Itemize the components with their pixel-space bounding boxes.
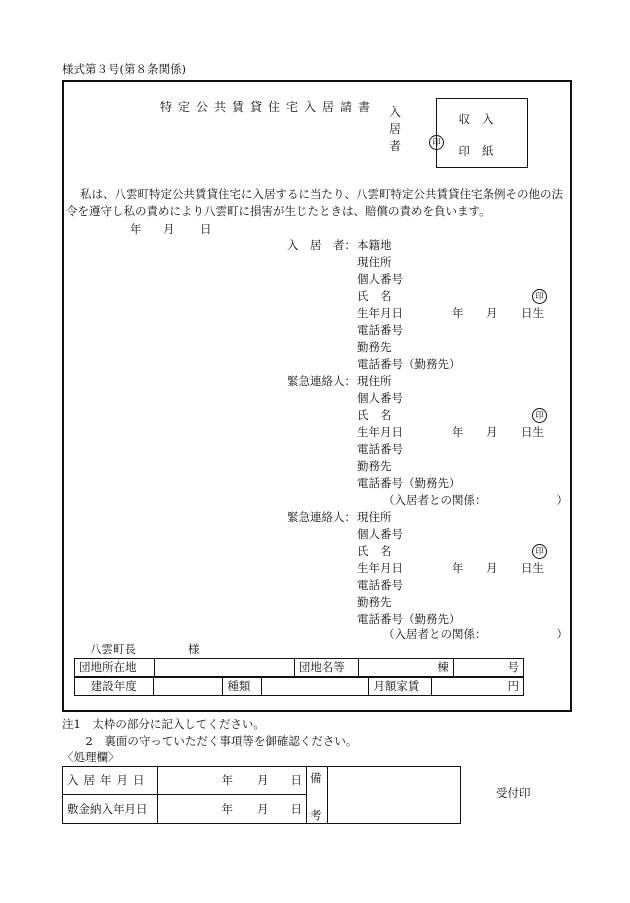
building-unit: 棟	[437, 660, 449, 674]
seal-mark-icon: 印	[532, 289, 547, 304]
building-input[interactable]	[359, 659, 454, 677]
addressee-mayor: 八雲町長	[90, 642, 136, 656]
date-day: 日	[200, 222, 212, 236]
move-in-date-input[interactable]	[158, 767, 307, 795]
dob-day: 日生	[521, 306, 544, 320]
notes	[62, 716, 357, 750]
date-year: 年	[130, 222, 142, 236]
emergency2-relation[interactable]	[383, 627, 568, 641]
emergency2-label: 緊急連絡人：	[287, 510, 356, 524]
revenue-stamp-box[interactable]	[436, 98, 528, 168]
dob-day: 日生	[521, 561, 544, 575]
deposit-date-input[interactable]	[158, 794, 307, 823]
location-input[interactable]	[155, 659, 294, 677]
applicant-char: 者	[388, 139, 401, 153]
processing-row	[63, 767, 461, 795]
dob-year: 年	[452, 561, 464, 575]
emergency1-phone[interactable]: 電話番号	[357, 442, 403, 456]
resident-domicile[interactable]: 本籍地	[357, 238, 392, 252]
yen-unit: 円	[507, 679, 519, 693]
emergency1-workplace[interactable]: 勤務先	[357, 459, 392, 473]
resident-id-number[interactable]: 個人番号	[357, 272, 403, 286]
emergency2-address[interactable]: 現住所	[357, 510, 392, 524]
construction-year-label: 建設年度	[75, 678, 154, 696]
resident-birthdate[interactable]: 生年月日	[357, 306, 403, 320]
emergency2-name[interactable]: 氏 名	[357, 544, 392, 558]
location-label: 団地所在地	[75, 659, 155, 677]
housing-table	[74, 658, 524, 677]
applicant-char: 入	[388, 105, 401, 119]
form-frame	[62, 80, 572, 712]
resident-workplace[interactable]: 勤務先	[357, 340, 392, 354]
ymd-day: 日	[290, 773, 302, 788]
relation-label: （入居者との関係：	[383, 627, 487, 641]
remarks-input[interactable]	[328, 767, 461, 824]
relation-close: ）	[556, 493, 568, 507]
move-in-date-label: 入居年月日	[63, 767, 158, 795]
dob-year: 年	[452, 425, 464, 439]
resident-address[interactable]: 現住所	[357, 255, 392, 269]
dob-month: 月	[486, 425, 498, 439]
remarks-char: 備	[310, 771, 322, 785]
remarks-char: 考	[310, 808, 322, 822]
resident-name[interactable]: 氏 名	[357, 289, 392, 303]
emergency2-birthdate[interactable]: 生年月日	[357, 561, 403, 575]
construction-year-input[interactable]	[153, 678, 223, 696]
room-input[interactable]	[453, 659, 523, 677]
processing-table	[62, 766, 461, 824]
processing-label: 〈処理欄〉	[62, 750, 120, 764]
emergency2-id-number[interactable]: 個人番号	[357, 527, 403, 541]
revenue-stamp-top: 収入	[458, 112, 506, 126]
type-label: 種類	[223, 678, 262, 696]
emergency2-phone[interactable]: 電話番号	[357, 578, 403, 592]
form-title: 特定公共賃貸住宅入居請書	[160, 100, 377, 114]
seal-mark-icon: 印	[429, 135, 444, 150]
emergency1-name[interactable]: 氏 名	[357, 408, 392, 422]
note-line: 注1 太枠の部分に記入してください。	[62, 717, 265, 731]
ymd-day: 日	[290, 801, 302, 816]
estate-name-label: 団地名等	[294, 659, 358, 677]
rent-input[interactable]	[432, 678, 524, 696]
emergency1-label: 緊急連絡人：	[287, 374, 356, 388]
dob-month: 月	[486, 306, 498, 320]
dob-month: 月	[486, 561, 498, 575]
emergency1-relation[interactable]	[383, 493, 568, 507]
addressee-honorific: 様	[188, 642, 200, 656]
seal-mark-icon: 印	[532, 544, 547, 559]
ymd-year: 年	[221, 773, 233, 788]
dob-day: 日生	[521, 425, 544, 439]
emergency2-work-phone[interactable]: 電話番号（勤務先）	[357, 612, 461, 626]
form-number-label: 様式第３号(第８条関係)	[62, 62, 186, 76]
dob-year: 年	[452, 306, 464, 320]
relation-close: ）	[556, 627, 568, 641]
applicant-char: 居	[388, 122, 401, 136]
housing-row-2	[75, 678, 524, 696]
ymd-month: 月	[257, 773, 269, 788]
rent-label: 月額家賃	[369, 678, 432, 696]
date-month: 月	[163, 222, 175, 236]
emergency2-workplace[interactable]: 勤務先	[357, 595, 392, 609]
revenue-stamp-bottom: 印紙	[458, 144, 506, 158]
emergency1-id-number[interactable]: 個人番号	[357, 391, 403, 405]
applicant-vertical-label	[388, 104, 402, 155]
relation-label: （入居者との関係：	[383, 493, 487, 507]
received-seal-label: 受付印	[496, 786, 531, 800]
room-unit: 号	[507, 660, 519, 674]
deposit-date-label: 敷金納入年月日	[63, 794, 158, 823]
pledge-line: 私は、八雲町特定公共賃貸住宅に入居するに当たり、八雲町特定公共賃貸住宅条例その他の法	[80, 187, 563, 201]
housing-row-1	[75, 659, 524, 677]
emergency1-address[interactable]: 現住所	[357, 374, 392, 388]
seal-mark-icon: 印	[532, 408, 547, 423]
note-line: 2 裏面の守っていただく事項等を御確認ください。	[74, 734, 358, 748]
resident-phone[interactable]: 電話番号	[357, 323, 403, 337]
resident-work-phone[interactable]: 電話番号（勤務先）	[357, 357, 461, 371]
emergency1-work-phone[interactable]: 電話番号（勤務先）	[357, 476, 461, 490]
type-input[interactable]	[262, 678, 369, 696]
ymd-month: 月	[257, 801, 269, 816]
emergency1-birthdate[interactable]: 生年月日	[357, 425, 403, 439]
pledge-line: 令を遵守し私の責めにより八雲町に損害が生じたときは、賠償の責めを負います。	[66, 204, 491, 218]
remarks-label	[307, 767, 328, 824]
resident-label: 入 居 者：	[287, 238, 356, 252]
ymd-year: 年	[221, 801, 233, 816]
housing-table-2	[74, 677, 524, 696]
pledge-paragraph	[66, 186, 563, 220]
